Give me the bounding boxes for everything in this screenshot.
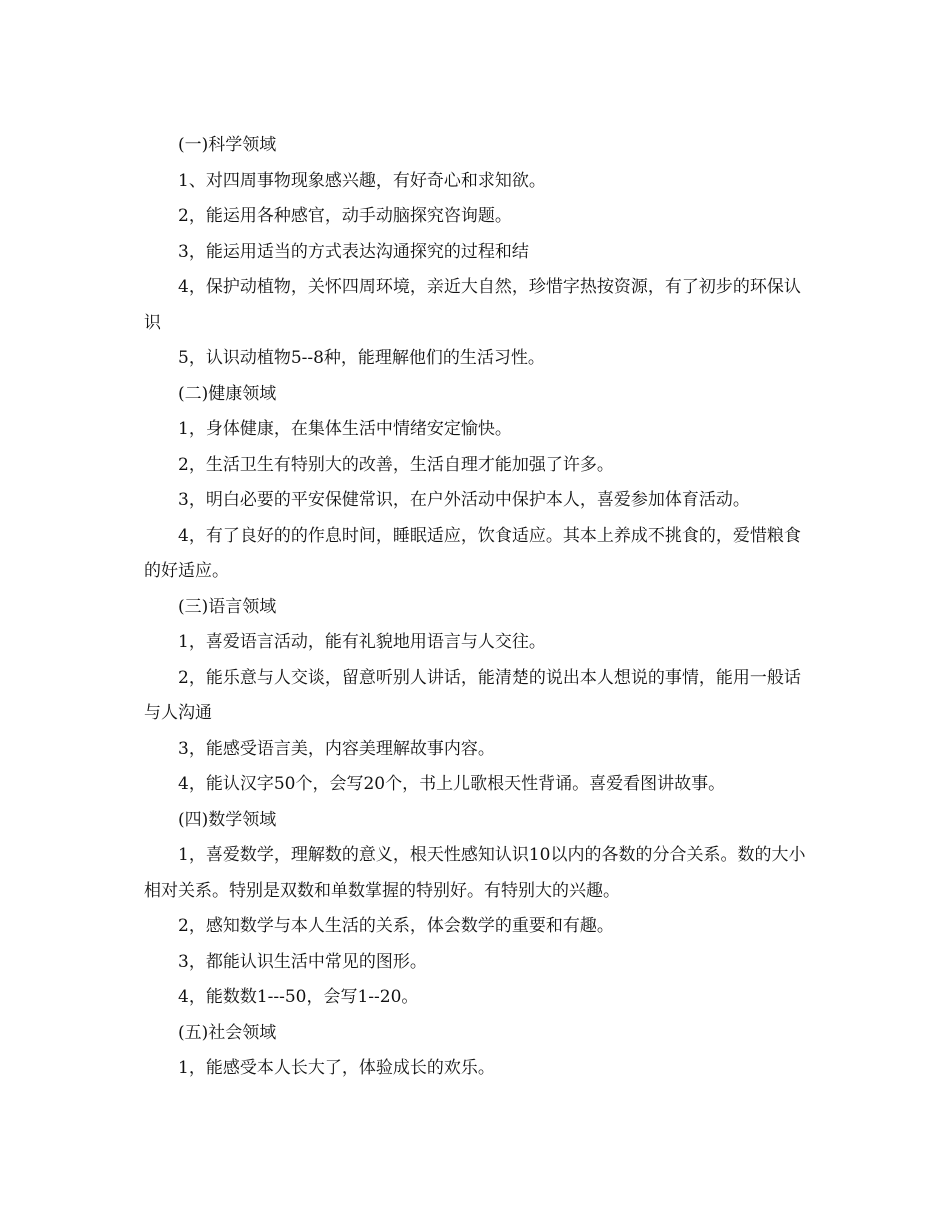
document-body — [144, 128, 808, 1087]
paragraph: 3，都能认识生活中常见的图形。 — [178, 951, 427, 972]
paragraph: 5，认识动植物5--8种，能理解他们的生活习性。 — [178, 348, 545, 368]
paragraph: 2，能运用各种感官，动手动脑探究咨询题。 — [178, 206, 512, 226]
paragraph: 1，喜爱语言活动，能有礼貌地用语言与人交往。 — [178, 632, 546, 652]
paragraph: 1、对四周事物现象感兴趣，有好奇心和求知欲。 — [178, 170, 546, 191]
paragraph: 3，能运用适当的方式表达沟通探究的过程和结 — [178, 241, 529, 262]
paragraph: 3，能感受语言美，内容美理解故事内容。 — [178, 738, 495, 759]
section-heading-science: (一)科学领域 — [178, 135, 277, 155]
paragraph: 4，保护动植物，关怀四周环境，亲近大自然，珍惜字热按资源，有了初步的环保认识 — [144, 277, 801, 333]
paragraph: 1，能感受本人长大了，体验成长的欢乐。 — [178, 1058, 495, 1078]
paragraph: 4，有了良好的的作息时间，睡眠适应，饮食适应。其本上养成不挑食的，爱惜粮食的好适应。 — [144, 525, 801, 581]
paragraph: 2，生活卫生有特别大的改善，生活自理才能加强了许多。 — [178, 454, 614, 475]
paragraph: 1，喜爱数学，理解数的意义，根天性感知认识10以内的各数的分合关系。数的大小相对关系。特别是双数和单数掌握的特别好。有特别大的兴趣。 — [144, 845, 806, 901]
section-heading-math: (四)数学领域 — [178, 809, 277, 830]
paragraph: 2，感知数学与本人生活的关系，体会数学的重要和有趣。 — [178, 916, 614, 936]
section-heading-social: (五)社会领域 — [178, 1022, 277, 1043]
paragraph: 4，能认汉字50个，会写20个，书上儿歌根天性背诵。喜爱看图讲故事。 — [178, 774, 726, 794]
paragraph: 3，明白必要的平安保健常识，在户外活动中保护本人，喜爱参加体育活动。 — [178, 490, 750, 510]
paragraph: 4，能数数1---50，会写1--20。 — [178, 987, 419, 1007]
section-heading-health: (二)健康领域 — [178, 383, 277, 404]
paragraph: 2，能乐意与人交谈，留意听别人讲话，能清楚的说出本人想说的事情，能用一般话与人沟通 — [144, 667, 801, 723]
paragraph: 1，身体健康，在集体生活中情绪安定愉快。 — [178, 419, 512, 439]
section-heading-language: (三)语言领域 — [178, 596, 277, 617]
